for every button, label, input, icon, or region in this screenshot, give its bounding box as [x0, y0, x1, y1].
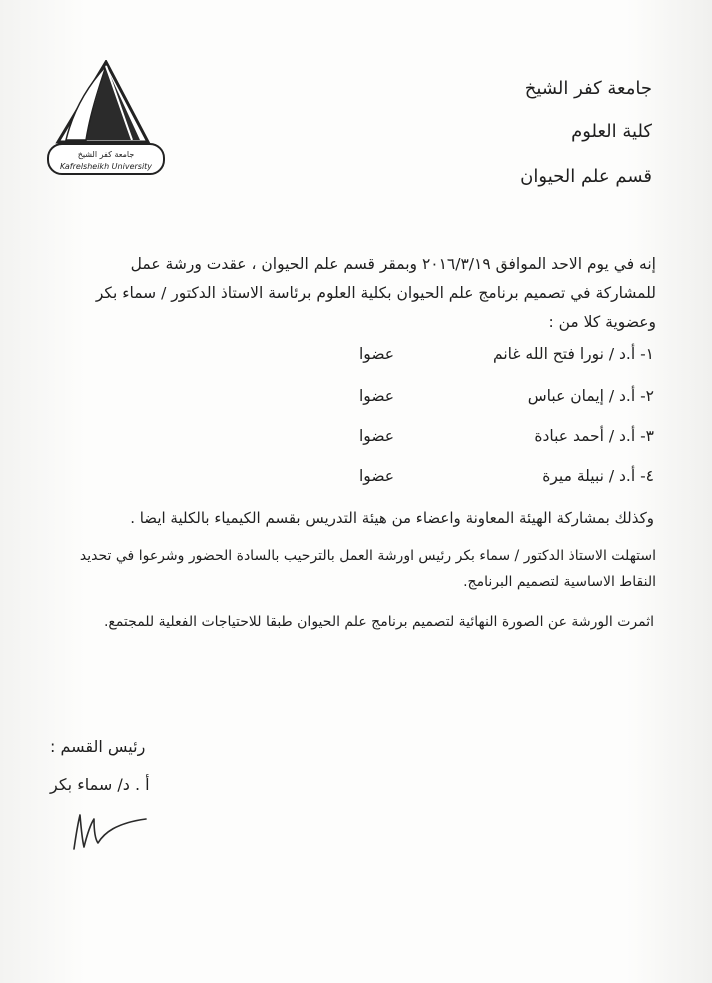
member-role: عضوا [359, 467, 395, 485]
participation-text: وكذلك بمشاركة الهيئة المعاونة واعضاء من هيئة التدريس بقسم الكيمياء بالكلية ايضا . [130, 509, 654, 527]
department-head-label: رئيس القسم : [50, 737, 146, 756]
member-name: ٣- أ.د / أحمد عبادة [534, 427, 654, 445]
member-name: ١- أ.د / نورا فتح الله غانم [493, 345, 654, 363]
logo-english-text: Kafrelsheikh University [59, 162, 153, 171]
member-name: ٢- أ.د / إيمان عباس [527, 387, 654, 405]
intro-line: وعضوية كلا من : [548, 313, 656, 331]
department-head-name: أ . د/ سماء بكر [50, 775, 150, 794]
faculty-name: كلية العلوم [571, 121, 652, 142]
university-name: جامعة كفر الشيخ [524, 78, 652, 99]
intro-line: للمشاركة في تصميم برنامج علم الحيوان بكلية العلوم برئاسة الاستاذ الدكتور / سماء بكر [95, 284, 656, 302]
opening-paragraph [56, 543, 656, 595]
member-role: عضوا [359, 427, 395, 445]
university-logo [44, 60, 168, 178]
member-role: عضوا [359, 387, 395, 405]
handwritten-signature [70, 805, 150, 855]
member-role: عضوا [359, 345, 395, 363]
opening-line: استهلت الاستاذ الدكتور / سماء بكر رئيس اورشة العمل بالترحيب بالسادة الحضور وشرعوا في تحديد [79, 548, 656, 564]
member-name: ٤- أ.د / نبيلة ميرة [542, 467, 654, 485]
opening-line: النقاط الاساسية لتصميم البرنامج. [463, 574, 656, 590]
intro-paragraph [56, 250, 656, 337]
logo-arabic-text: جامعة كفر الشيخ [77, 150, 135, 159]
outcome-text: اثمرت الورشة عن الصورة النهائية لتصميم برنامج علم الحيوان طبقا للاحتياجات الفعلية للمجتمع. [103, 614, 654, 630]
department-name: قسم علم الحيوان [520, 166, 652, 187]
intro-line: إنه في يوم الاحد الموافق ٢٠١٦/٣/١٩ وبمقر قسم علم الحيوان ، عقدت ورشة عمل [130, 255, 656, 273]
